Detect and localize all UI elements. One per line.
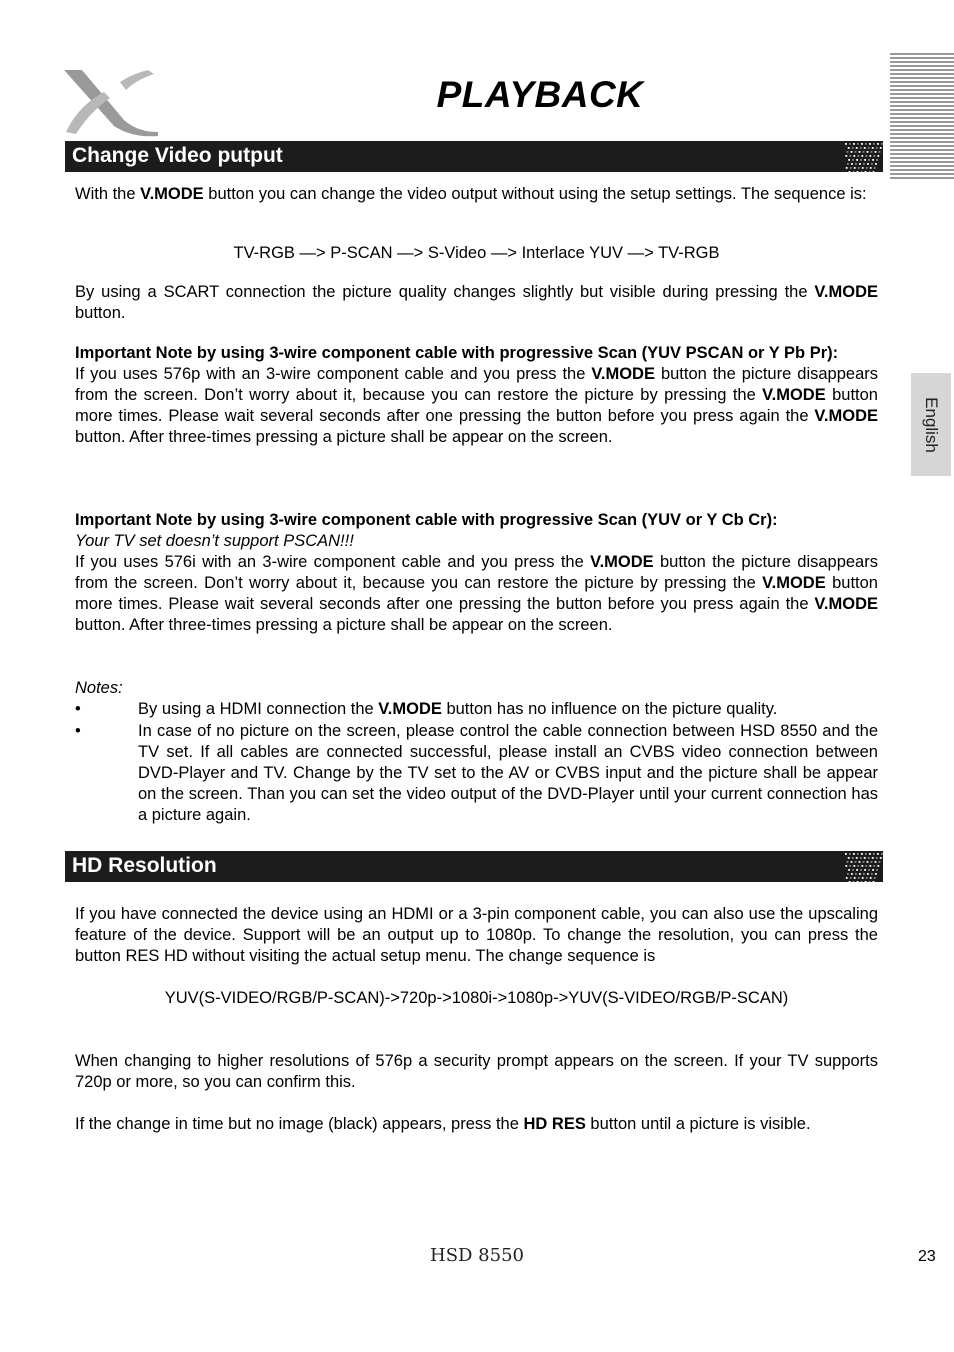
note1-heading: Important Note by using 3-wire component cable with progressive Scan (YUV PSCAN or Y Pb Pr):	[75, 344, 839, 362]
section-title: HD Resolution	[72, 854, 217, 877]
security-prompt-paragraph: When changing to higher resolutions of 576p a security prompt appears on the screen. If your TV supports 720p or more, so you can confirm this.	[75, 1052, 878, 1091]
language-tab	[911, 373, 951, 476]
dotted-pattern-icon	[843, 141, 883, 172]
note2-heading: Important Note by using 3-wire component cable with progressive Scan (YUV or Y Cb Cr):	[75, 511, 778, 529]
scart-paragraph: By using a SCART connection the picture quality changes slightly but visible during pressing the V.MODE button.	[75, 283, 878, 322]
hd-intro-paragraph: If you have connected the device using an HDMI or a 3-pin component cable, you can also use the upscaling feature of the device. Support will be an output up to 1080p. To change the resolution, you can press the button RES HD without visiting the actual setup menu. The change sequence is	[75, 905, 878, 965]
bullet-marker: •	[75, 700, 81, 718]
bullet-marker: •	[75, 722, 81, 740]
video-output-sequence: TV-RGB —> P-SCAN —> S-Video —> Interlace YUV —> TV-RGB	[233, 244, 720, 262]
section-header-hd-resolution	[65, 851, 883, 882]
footer-brand-logo: HSD 8550	[430, 1245, 524, 1266]
bullet-item-no-picture: In case of no picture on the screen, please control the cable connection between HSD 8550 and the TV set. If all cables are connected successful, please install an CVBS video connection between DVD-Player and TV. Change by the TV set to the AV or CVBS input and the picture shall be appear on the screen. Than you can set the video output of the DVD-Player until your current connection has a picture again.	[138, 722, 878, 824]
section-header-video-output	[65, 141, 883, 172]
hdres-paragraph: If the change in time but no image (black) appears, press the HD RES button until a picture is visible.	[75, 1115, 811, 1133]
note2-block: Important Note by using 3-wire component cable with progressive Scan (YUV or Y Cb Cr): Your TV set doesn’t support PSCAN!!! If you uses 576i with an 3-wire component cable and you press the V.MODE button the picture disappears from the screen. Don’t worry about it, because you can restore the picture by pressing the V.MODE button more times. Please wait several seconds after one pressing the button before you press again the V.MODE button. After three-times pressing a picture shall be appear on the screen.	[75, 511, 878, 634]
edge-stripes-decoration	[890, 50, 954, 180]
hd-resolution-sequence: YUV(S-VIDEO/RGB/P-SCAN)->720p->1080i->1080p->YUV(S-VIDEO/RGB/P-SCAN)	[164, 989, 789, 1007]
dotted-pattern-icon	[843, 851, 883, 882]
notes-label: Notes:	[75, 679, 123, 697]
page-title: PLAYBACK	[436, 74, 644, 115]
language-tab-label: English	[922, 396, 941, 453]
bullet-item-hdmi: By using a HDMI connection the V.MODE button has no influence on the picture quality.	[138, 700, 778, 718]
note1-block: Important Note by using 3-wire component cable with progressive Scan (YUV PSCAN or Y Pb Pr): If you uses 576p with an 3-wire component cable and you press the V.MODE button the picture disappears from the screen. Don’t worry about it, because you can restore the picture by pressing the V.MODE button more times. Please wait several seconds after one pressing the button before you press again the V.MODE button. After three-times pressing a picture shall be appear on the screen.	[75, 344, 878, 446]
intro-paragraph: With the V.MODE button you can change the video output without using the setup settings. The sequence is:	[75, 185, 867, 203]
page-number: 23	[918, 1248, 936, 1265]
section-title: Change Video putput	[72, 144, 283, 167]
